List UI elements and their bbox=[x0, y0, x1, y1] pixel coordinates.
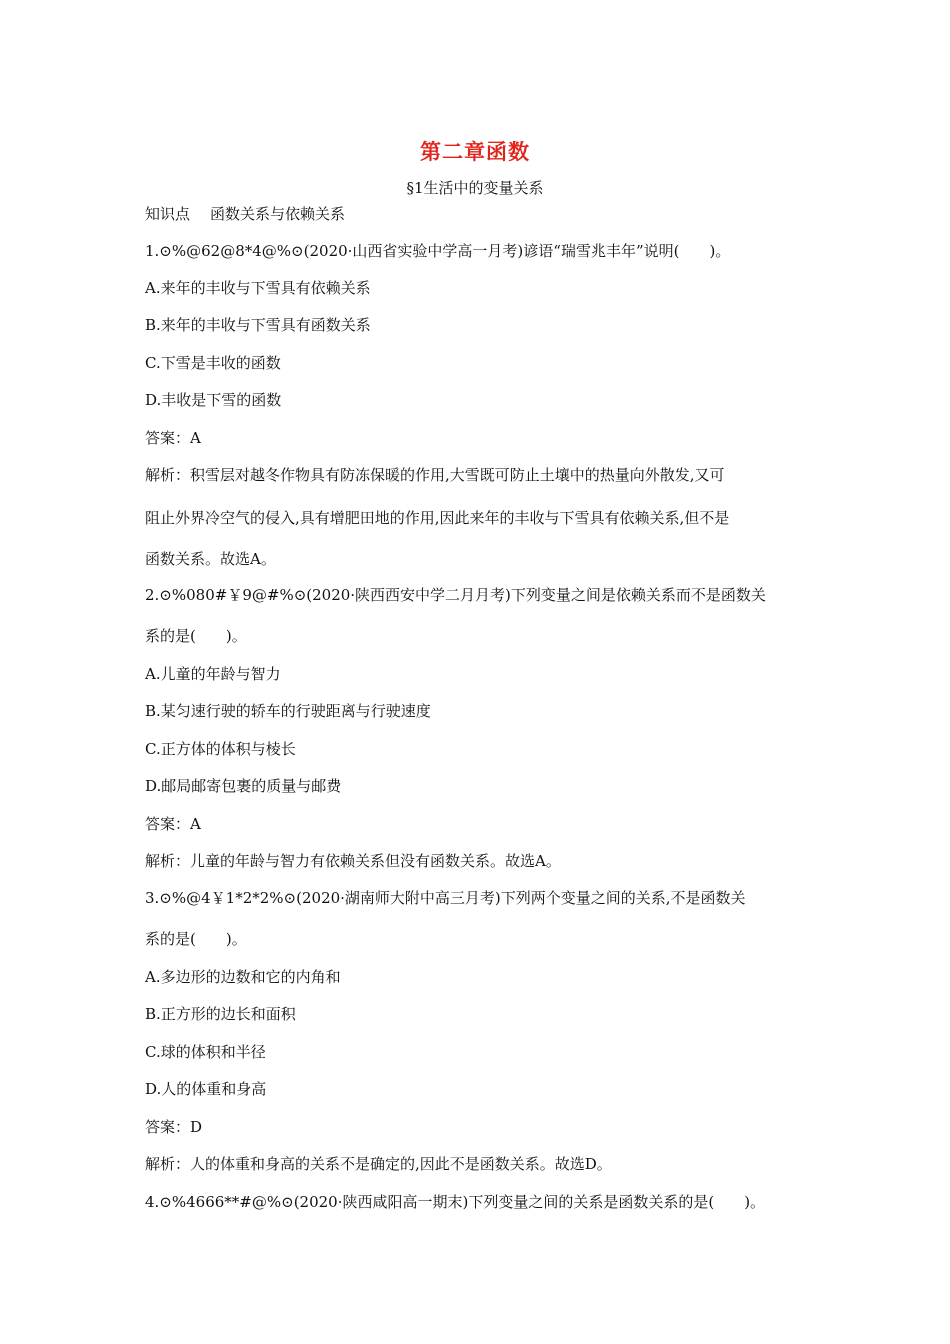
question-2-stem-line-1: 2.⊙%080#￥9@#%⊙(2020·陕西西安中学二月月考)下列变量之间是依赖关系而不是函数关 bbox=[145, 586, 766, 604]
question-1-analysis-line-1: 解析：积雪层对越冬作物具有防冻保暖的作用,大雪既可防止土壤中的热量向外散发,又可 bbox=[145, 466, 725, 484]
question-4-stem: 4.⊙%4666**#@%⊙(2020·陕西咸阳高一期末)下列变量之间的关系是函数关系的是( )。 bbox=[145, 1193, 766, 1211]
question-3-answer: 答案：D bbox=[145, 1118, 203, 1136]
knowledge-point-label: 知识点 bbox=[145, 205, 191, 223]
question-3-analysis: 解析：人的体重和身高的关系不是确定的,因此不是函数关系。故选D。 bbox=[145, 1155, 612, 1173]
question-1-analysis-line-2: 阻止外界冷空气的侵入,具有增肥田地的作用,因此来年的丰收与下雪具有依赖关系,但不是 bbox=[145, 509, 730, 527]
question-1-answer: 答案：A bbox=[145, 429, 201, 447]
question-3-option-d: D.人的体重和身高 bbox=[145, 1080, 267, 1098]
knowledge-point-heading bbox=[145, 204, 810, 224]
question-2-stem-line-2: 系的是( )。 bbox=[145, 627, 247, 645]
question-1-option-b: B.来年的丰收与下雪具有函数关系 bbox=[145, 316, 371, 334]
question-3-stem-line-1: 3.⊙%@4￥1*2*2%⊙(2020·湖南师大附中高三月考)下列两个变量之间的关系,不是函数关 bbox=[145, 889, 746, 907]
question-2-answer: 答案：A bbox=[145, 815, 201, 833]
question-1-option-c: C.下雪是丰收的函数 bbox=[145, 354, 281, 372]
chapter-title: 第二章函数 bbox=[420, 140, 530, 164]
question-3-stem-line-2: 系的是( )。 bbox=[145, 930, 247, 948]
section-title: §1生活中的变量关系 bbox=[406, 179, 544, 197]
question-3-option-b: B.正方形的边长和面积 bbox=[145, 1005, 296, 1023]
question-2-option-a: A.儿童的年龄与智力 bbox=[145, 665, 281, 683]
question-1-option-d: D.丰收是下雪的函数 bbox=[145, 391, 282, 409]
question-2-option-c: C.正方体的体积与棱长 bbox=[145, 740, 296, 758]
question-1-analysis-line-3: 函数关系。故选A。 bbox=[145, 550, 276, 568]
question-3-option-a: A.多边形的边数和它的内角和 bbox=[145, 968, 341, 986]
question-2-analysis: 解析：儿童的年龄与智力有依赖关系但没有函数关系。故选A。 bbox=[145, 852, 561, 870]
question-2-option-d: D.邮局邮寄包裹的质量与邮费 bbox=[145, 777, 342, 795]
question-3-option-c: C.球的体积和半径 bbox=[145, 1043, 266, 1061]
question-1-stem: 1.⊙%@62@8*4@%⊙(2020·山西省实验中学高一月考)谚语“瑞雪兆丰年”说明( )。 bbox=[145, 242, 731, 260]
question-2-option-b: B.某匀速行驶的轿车的行驶距离与行驶速度 bbox=[145, 702, 431, 720]
knowledge-point-topic: 函数关系与依赖关系 bbox=[210, 205, 346, 223]
question-1-option-a: A.来年的丰收与下雪具有依赖关系 bbox=[145, 279, 371, 297]
